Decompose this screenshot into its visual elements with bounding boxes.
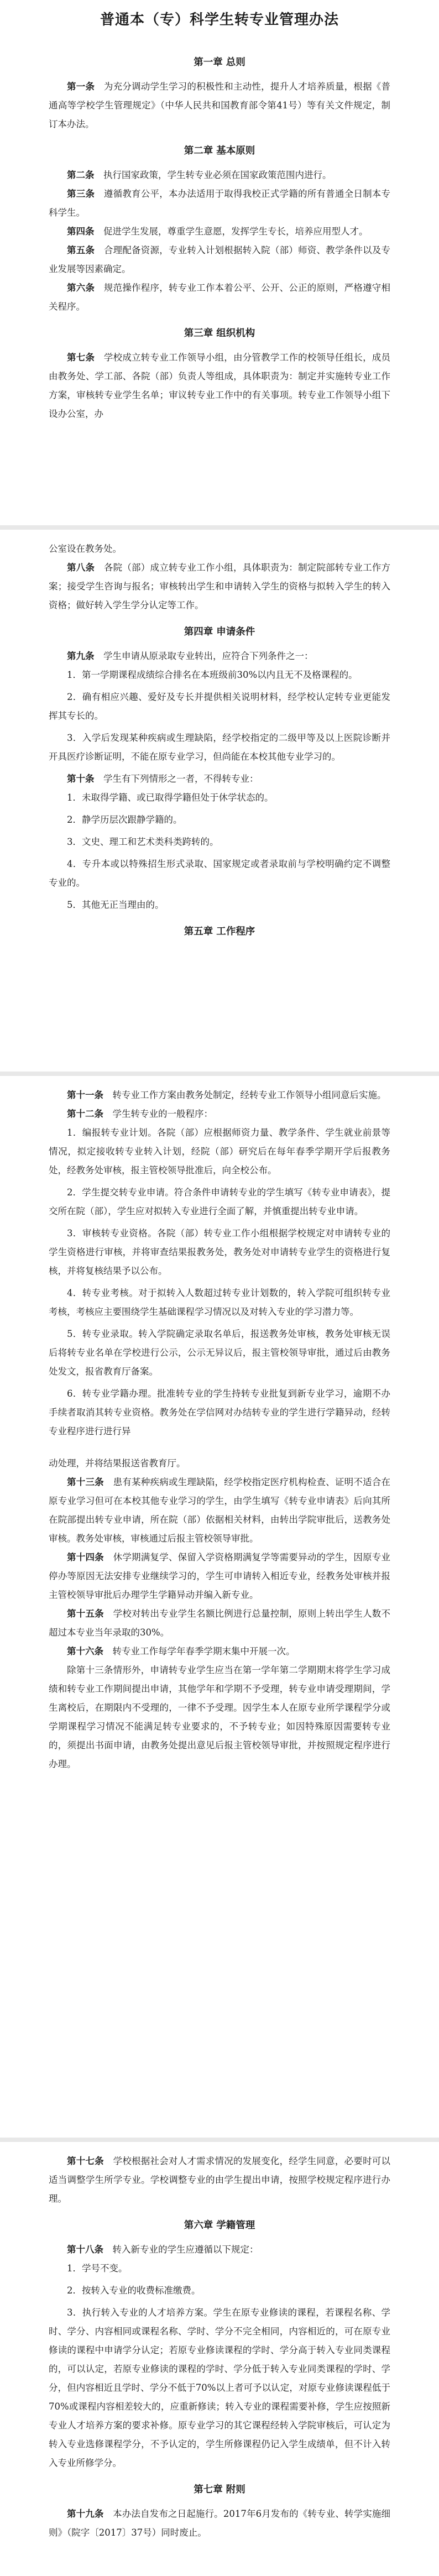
article-12-item: 2．学生提交转专业申请。符合条件申请转专业的学生填写《转专业申请表》，提交所在院（部），学生应对拟转入专业进行全面了解，并慎重提出转专业申请。 [49, 1187, 390, 1216]
article-18-item: 2．按转入专业的收费标准缴费。 [67, 2285, 201, 2296]
document-title: 普通本（专）科学生转专业管理办法 [100, 12, 339, 28]
article-3 [49, 185, 390, 222]
article-number: 第八条 [67, 562, 95, 573]
article-number: 第三条 [67, 189, 95, 199]
article-9-item: 2．确有相应兴趣、爱好及专长并提供相关说明材料，经学校认定转专业更能发挥其专长的。 [49, 692, 390, 721]
article-text: 休学期满复学、保留入学资格期满复学等需要异动的学生，因原专业停办等原因无法安排专业继续学习的，学生可申请转入相近专业，经教务处审核并报主管校领导审批后办理学生学籍异动并编入新专业。 [49, 1552, 391, 1600]
article-text: 学生有下列情形之一者，不得转专业： [103, 774, 259, 784]
article-1 [49, 77, 390, 134]
article-text: 本办法自发布之日起施行。2017年6月发布的《转专业、转学实施细则》（院字〔2017〕37号）同时废止。 [49, 2509, 390, 2538]
chapter-heading-3: 第三章 组织机构 [184, 328, 255, 339]
article-text: 转专业工作方案由教务处制定，经转专业工作领导小组同意后实施。 [112, 1090, 386, 1100]
article-text: 学生转专业的一般程序： [112, 1109, 213, 1119]
article-12-item: 3．审核转专业资格。各院（部）转专业工作小组根据学校规定对申请转专业的学生资格进行审核，并将审查结果报教务处，教务处对申请转专业学生的资格进行复核，并将复核结果予以公布。 [49, 1228, 390, 1276]
article-text: 规范操作程序，转专业工作本着公平、公开、公正的原则，严格遵守相关程序。 [49, 283, 391, 312]
article-16 [49, 1642, 390, 1661]
article-number: 第五条 [67, 245, 95, 255]
article-number: 第九条 [67, 651, 95, 661]
article-text: 为充分调动学生学习的积极性和主动性，提升人才培养质量，根据《普通高等学校学生管理规定》（中华人民共和国教育部令第41号）等有关文件规定，制订本办法。 [49, 81, 391, 129]
article-14 [49, 1548, 390, 1605]
article-15 [49, 1605, 390, 1642]
article-number: 第二条 [67, 170, 95, 180]
article-number: 第十三条 [67, 1477, 104, 1487]
article-number: 第十一条 [67, 1090, 103, 1100]
article-10 [49, 770, 390, 788]
article-18 [49, 2240, 390, 2259]
article-text: 患有某种疾病或生理缺陷，经学校指定医疗机构检查、证明不适合在原专业学习但可在本校其他专业学习的学生，由学生填写《转专业申请表》后向其所在院部提出转专业申请，所在院（部）依据相关材料，由转出学院审批后，送教务处审核。教务处审核，审核通过后报主管校领导审批。 [49, 1477, 391, 1544]
article-text: 学校成立转专业工作领导小组，由分管教学工作的校领导任组长，成员由教务处、学工部、各院（部）负责人等组成，具体职责为：制定并实施转专业工作方案，审核转专业学生名单；审议转专业工作中的有关事项。转专业工作领导小组下设办公室，办 [49, 352, 391, 419]
article-7 [49, 348, 390, 424]
article-11 [49, 1086, 390, 1105]
article-12-item: 1．编报转专业计划。各院（部）应根据师资力量、教学条件、学生就业前景等情况，拟定接收转专业转入计划，经院（部）研究后在每年春季学期开学后报教务处，经教务处审核，报主管校领导批准后，向全校公布。 [49, 1127, 390, 1175]
article-text: 学生申请从原录取专业转出，应符合下列条件之一： [103, 651, 313, 661]
document-page-3 [0, 1076, 439, 2138]
article-12 [49, 1105, 390, 1124]
article-number: 第十五条 [67, 1608, 104, 1619]
article-number: 第十六条 [67, 1646, 103, 1657]
article-number: 第十条 [67, 774, 95, 784]
article-6 [49, 279, 390, 316]
article-text: 学校根据社会对人才需求情况的发展变化，经学生同意，必要时可以适当调整学生所学专业。学校调整专业的由学生提出申请，按照学校规定程序进行办理。 [49, 2156, 391, 2204]
article-8 [49, 558, 390, 615]
document-page-4 [0, 2142, 439, 2576]
article-12-item: 4．转专业考核。对于拟转入人数超过转专业计划数的，转入学院可组织转专业考核，考核应主要围绕学生基础课程学习情况以及对转入专业的学习潜力等。 [49, 1288, 390, 1317]
article-9-item: 1．第一学期课程成绩综合排名在本班级前30%以内且无不及格课程的。 [67, 670, 358, 680]
document-page-1 [0, 0, 439, 525]
article-12-continued: 动处理，并将结果报送省教育厅。 [49, 1458, 186, 1469]
article-12-item: 5．转专业录取。转入学院确定录取名单后，报送教务处审核，教务处审核无误后将转专业名单在学校进行公示，公示无异议后，报主管校领导审批，通过后由教务处发文，报省教育厅备案。 [49, 1329, 390, 1377]
chapter-heading-6: 第六章 学籍管理 [184, 2220, 255, 2231]
article-9-item: 3．入学后发现某种疾病或生理缺陷，经学校指定的二级甲等及以上医院诊断并开具医疗诊断证明，不能在原专业学习，但尚能在本校其他专业学习的。 [49, 733, 390, 762]
chapter-heading-1: 第一章 总则 [194, 57, 245, 68]
article-10-item: 2．静学历层次跟静学籍的。 [67, 814, 182, 825]
article-number: 第十八条 [67, 2244, 103, 2255]
article-2 [49, 166, 390, 185]
document-page-2 [0, 530, 439, 1072]
chapter-heading-4: 第四章 申请条件 [184, 626, 255, 638]
article-text: 合理配备资源，专业转入计划根据转入院（部）师资、教学条件以及专业发展等因素确定。 [49, 245, 391, 274]
article-number: 第一条 [67, 81, 95, 92]
chapter-heading-7: 第七章 附则 [194, 2484, 245, 2495]
article-10-item: 3．文史、理工和艺术类科类跨转的。 [67, 837, 219, 847]
article-5 [49, 241, 390, 279]
article-text: 学校对转出专业学生名额比例进行总量控制，原则上转出学生人数不超过本专业当年录取的30%。 [49, 1608, 391, 1638]
article-4 [49, 222, 390, 241]
article-10-item: 4．专升本或以特殊招生形式录取、国家规定或者录取前与学校明确约定不调整专业的。 [49, 859, 390, 888]
article-10-item: 5．其他无正当理由的。 [67, 900, 164, 910]
article-7-continued: 公室设在教务处。 [49, 544, 122, 554]
chapter-heading-2: 第二章 基本原则 [184, 145, 255, 156]
article-12-item: 6．转专业学籍办理。批准转专业的学生持转专业批复到新专业学习，逾期不办手续者取消其转专业资格。教务处在学信网对办结转专业的学生进行学籍异动，经转专业程序进行进行异 [49, 1388, 390, 1436]
article-number: 第十四条 [67, 1552, 104, 1563]
article-number: 第十七条 [67, 2156, 104, 2166]
chapter-heading-5: 第五章 工作程序 [184, 926, 255, 937]
article-number: 第七条 [67, 352, 95, 363]
article-18-item: 3．执行转入专业的人才培养方案。学生在原专业修读的课程，若课程名称、学时、学分、内容相同或课程名称、学时、学分不完全相同，内容相近的，可在原专业修读的课程中申请学分认定；若原专业修读课程的学时、学分高于转入专业同类课程的，可以认定，若原专业修读的课程的学时、学分低于转入专业同类课程的学时、学分，但内容相近且学时、学分不低于70%以上者可予以认定，对原专业修读课程低于70%或课程内容相差较大的，应重新修读；转入专业的课程需要补修，学生应按照新专业人才培养方案的要求补修。原专业学习的其它课程经转入学院审核后，可认定为转入专业选修课程学分，不予认定的，学生所修课程仍记入学生成绩单，但不计入转入专业所修学分。 [49, 2307, 390, 2468]
article-18-item: 1．学号不变。 [67, 2263, 128, 2274]
article-text: 促进学生发展，尊重学生意愿，发挥学生专长，培养应用型人才。 [103, 226, 368, 237]
article-text: 转专业工作每学年春季学期末集中开展一次。 [112, 1646, 295, 1657]
article-number: 第十二条 [67, 1109, 103, 1119]
article-number: 第四条 [67, 226, 95, 237]
article-text: 执行国家政策，学生转专业必须在国家政策范围内进行。 [103, 170, 332, 180]
article-19 [49, 2505, 390, 2542]
article-17 [49, 2152, 390, 2208]
article-text: 遵循教育公平，本办法适用于取得我校正式学籍的所有普通全日制本专科学生。 [49, 189, 391, 218]
article-text: 各院（部）成立转专业工作小组，具体职责为：制定院部转专业工作方案；接受学生咨询与报名；审核转出学生和申请转入学生的资格与拟转入学生的转入资格；做好转入学生学分认定等工作。 [49, 562, 391, 610]
article-number: 第十九条 [67, 2509, 104, 2519]
article-number: 第六条 [67, 283, 95, 293]
article-13 [49, 1473, 390, 1548]
article-16-paragraph: 除第十三条情形外，申请转专业学生应当在第一学年第二学期期末将学生学习成绩和转专业工作期间提出申请，其他学年和学期不予受理，转专业申请受理期间，学生离校后，在期限内不受理的，一律不予受理。因学生本人在原专业所学课程学分或学期课程学习情况不能满足转专业要求的，不予转专业；如因特殊原因需要转专业的，须提出书面申请，由教务处提出意见后报主管校领导审批，并按照规定程序进行办理。 [49, 1665, 390, 1769]
article-text: 转入新专业的学生应遵循以下规定： [112, 2244, 259, 2255]
article-10-item: 1．未取得学籍、或已取得学籍但处于休学状态的。 [67, 792, 274, 803]
article-9 [49, 647, 390, 666]
